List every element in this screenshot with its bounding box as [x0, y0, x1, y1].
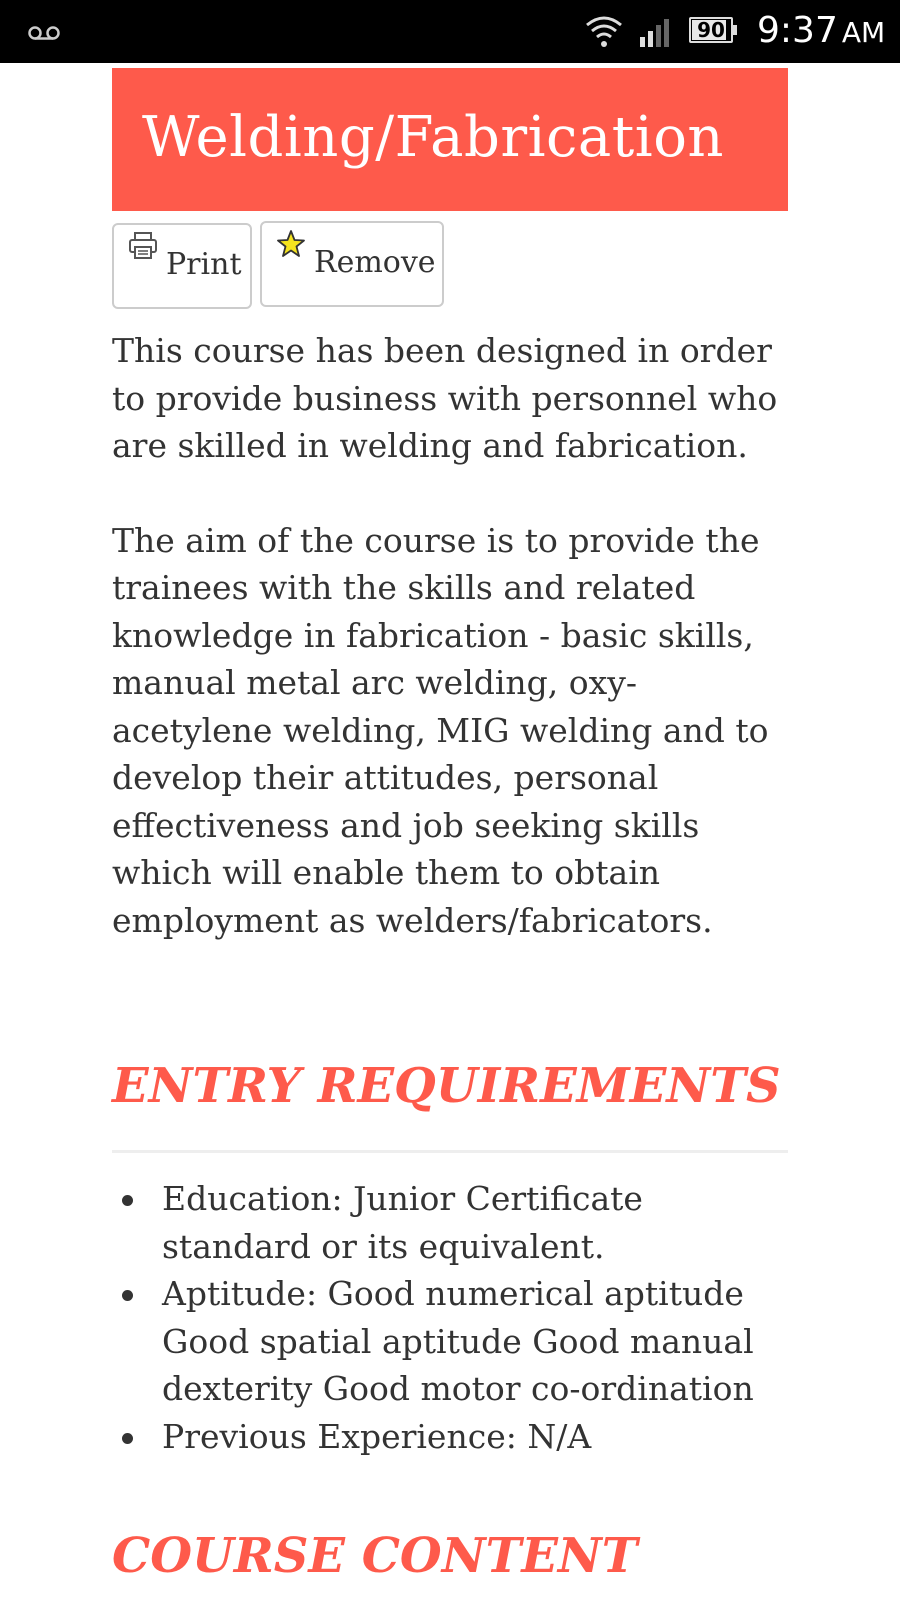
action-row: [112, 211, 788, 311]
cell-signal-icon: [638, 17, 674, 49]
clock: [757, 10, 885, 51]
status-bar: [0, 0, 900, 63]
bullet: [122, 1290, 133, 1301]
list-item: [112, 1270, 788, 1413]
list-item: [112, 1175, 788, 1270]
description-paragraph-2: The aim of the course is to provide the trainees with the skills and related knowledge in fabrication - basic skills, manual metal arc welding, oxy-acetylene welding, MIG welding and to develop their attitudes, personal effectiveness and job seeking skills which will enable them to obtain employment as welders/fabricators.: [112, 520, 769, 940]
clock-time: 9:37: [757, 10, 838, 51]
star-icon: [276, 229, 306, 259]
entry-requirements-heading: ENTRY REQUIREMENTS: [112, 1058, 781, 1114]
description-paragraph-1: This course has been designed in order to provide business with personnel who are skilled in welding and fabrication.: [112, 331, 778, 465]
voicemail-icon: [28, 25, 60, 41]
bullet: [122, 1195, 133, 1206]
list-item-text: Education: Junior Certificate standard or its equivalent.: [162, 1179, 643, 1266]
battery-level: 90: [697, 18, 725, 42]
remove-label: Remove: [314, 245, 436, 280]
wifi-icon: [584, 13, 624, 49]
page-title: Welding/Fabrication: [142, 105, 724, 170]
entry-requirements-list: [112, 1175, 788, 1460]
title-banner: [112, 68, 788, 211]
course-content-heading: COURSE CONTENT: [112, 1528, 638, 1584]
bullet: [122, 1433, 133, 1444]
course-page: [112, 68, 788, 1586]
printer-icon: [128, 231, 158, 261]
remove-button[interactable]: [260, 221, 444, 307]
list-item-text: Previous Experience: N/A: [162, 1416, 592, 1456]
section-divider: [112, 1150, 788, 1153]
print-label: Print: [166, 247, 242, 282]
list-item-text: Aptitude: Good numerical aptitude Good spatial aptitude Good manual dexterity Good motor co-ordination: [162, 1274, 754, 1408]
list-item: [112, 1413, 788, 1461]
print-button[interactable]: [112, 223, 252, 309]
battery-icon: [689, 17, 737, 45]
clock-ampm: AM: [841, 16, 886, 49]
